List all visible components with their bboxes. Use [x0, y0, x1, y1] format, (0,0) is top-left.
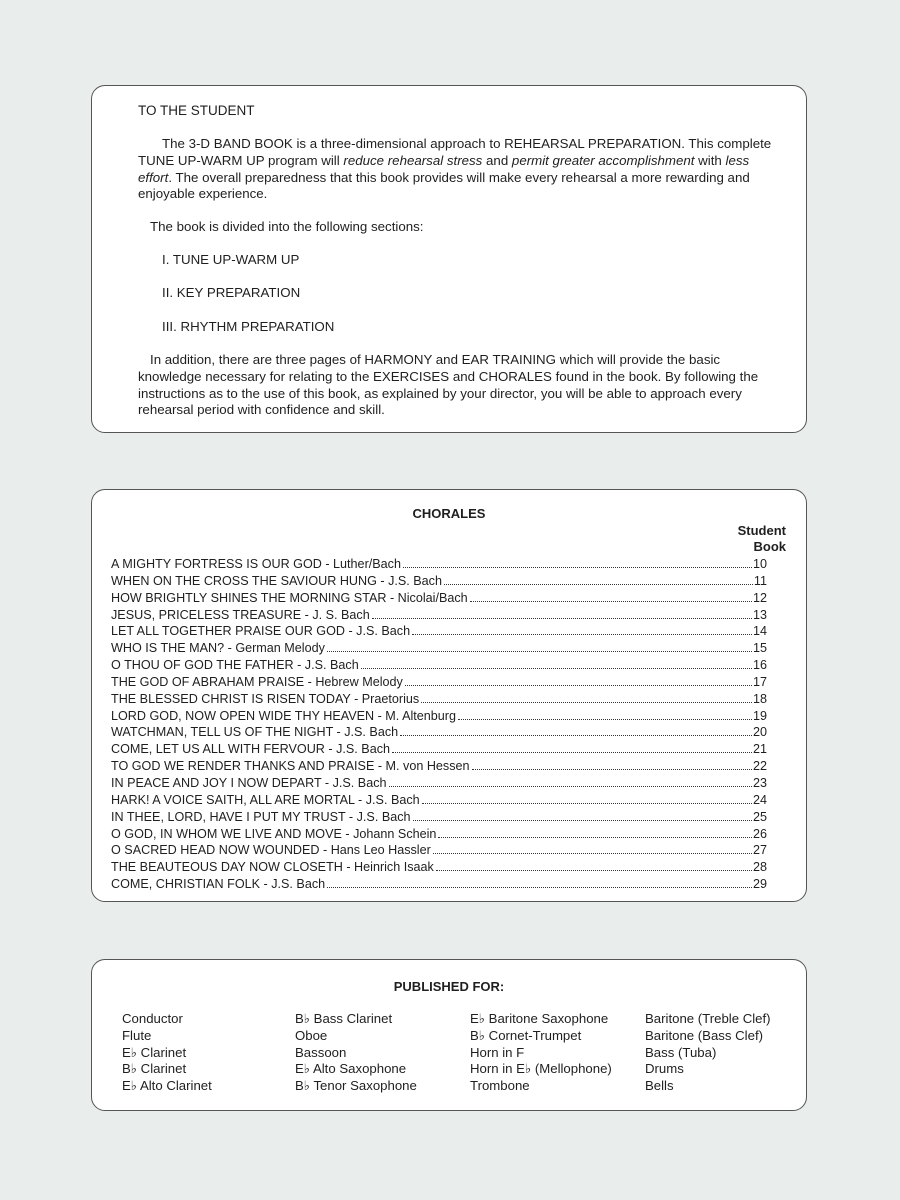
instrument-item: Conductor — [122, 1011, 183, 1026]
chorale-row — [111, 574, 767, 591]
dot-leader — [412, 634, 752, 635]
chorale-row — [111, 624, 767, 641]
chorale-page-number: 20 — [752, 725, 767, 740]
instrument-item: B♭ Clarinet — [122, 1061, 187, 1077]
instrument-item: E♭ Baritone Saxophone — [470, 1011, 609, 1026]
instrument-item: E♭ Alto Saxophone — [295, 1061, 407, 1077]
chorale-page-number: 21 — [752, 742, 767, 757]
intro-paragraph-1-run: with — [694, 152, 726, 168]
dot-leader — [433, 853, 752, 854]
chorale-page-number: 28 — [752, 860, 767, 875]
instrument-item: B♭ Bass Clarinet — [295, 1011, 393, 1026]
dot-leader — [444, 584, 753, 585]
chorale-page-number: 25 — [752, 809, 767, 824]
instrument-item: B♭ Tenor Saxophone — [295, 1078, 417, 1094]
chorale-list — [111, 557, 767, 894]
intro-paragraph-3 — [138, 352, 778, 419]
instrument-item: Trombone — [470, 1078, 530, 1094]
instrument-column — [122, 1011, 212, 1095]
chorale-title: WHO IS THE MAN? - German Melody — [111, 641, 325, 656]
chorale-row — [111, 810, 767, 827]
chorale-title: THE BEAUTEOUS DAY NOW CLOSETH - Heinrich Isaak — [111, 860, 434, 875]
intro-box — [91, 85, 807, 433]
instrument-item: Oboe — [295, 1027, 328, 1043]
student-book-header-line1: Student — [737, 523, 786, 538]
intro-paragraph-1-run: permit greater accomplishment — [511, 152, 695, 168]
instrument-item: Bass (Tuba) — [645, 1044, 717, 1060]
chorales-heading: CHORALES — [412, 506, 486, 521]
intro-paragraph-1-run: less effort — [138, 152, 750, 185]
section-item: III. RHYTHM PREPARATION — [162, 319, 335, 334]
chorale-row — [111, 759, 767, 776]
intro-paragraph-2: The book is divided into the following sections: — [150, 219, 424, 234]
chorale-row — [111, 692, 767, 709]
chorale-row — [111, 742, 767, 759]
chorale-page-number: 23 — [752, 775, 767, 790]
student-book-header-line2: Book — [753, 539, 786, 554]
chorale-title: O GOD, IN WHOM WE LIVE AND MOVE - Johann Schein — [111, 826, 437, 841]
chorale-row — [111, 877, 767, 894]
chorale-title: COME, LET US ALL WITH FERVOUR - J.S. Bach — [111, 742, 390, 757]
chorale-row — [111, 591, 767, 608]
chorale-row — [111, 776, 767, 793]
chorale-page-number: 24 — [752, 792, 767, 807]
chorale-row — [111, 608, 767, 625]
dot-leader — [458, 719, 752, 720]
chorale-row — [111, 557, 767, 574]
chorale-page-number: 27 — [752, 843, 767, 858]
dot-leader — [413, 820, 752, 821]
chorale-title: A MIGHTY FORTRESS IS OUR GOD - Luther/Bach — [111, 557, 401, 571]
chorale-title: THE BLESSED CHRIST IS RISEN TODAY - Praetorius — [111, 691, 420, 706]
chorale-row — [111, 675, 767, 692]
intro-paragraph-1-run: and — [482, 152, 512, 168]
chorale-page-number: 19 — [752, 708, 767, 723]
published-box — [91, 959, 807, 1111]
section-item: I. TUNE UP-WARM UP — [162, 252, 300, 267]
chorale-row — [111, 827, 767, 844]
dot-leader — [403, 567, 752, 568]
dot-leader — [327, 887, 752, 888]
chorale-title: COME, CHRISTIAN FOLK - J.S. Bach — [111, 877, 326, 892]
instrument-item: E♭ Clarinet — [122, 1044, 187, 1060]
instrument-item: Horn in E♭ (Mellophone) — [470, 1061, 612, 1077]
dot-leader — [392, 752, 752, 753]
instrument-item: Baritone (Bass Clef) — [645, 1027, 763, 1043]
chorale-title: JESUS, PRICELESS TREASURE - J. S. Bach — [111, 607, 370, 622]
chorale-row — [111, 860, 767, 877]
chorale-title: O SACRED HEAD NOW WOUNDED - Hans Leo Hassler — [111, 843, 431, 858]
chorale-page-number: 29 — [752, 877, 767, 892]
dot-leader — [438, 837, 752, 838]
chorale-title: WHEN ON THE CROSS THE SAVIOUR HUNG - J.S. Bach — [111, 573, 442, 588]
student-book-column-header — [738, 523, 786, 555]
instrument-column — [295, 1011, 417, 1095]
dot-leader — [436, 870, 752, 871]
chorale-row — [111, 793, 767, 810]
dot-leader — [422, 803, 752, 804]
intro-paragraph-1-run: The 3-D BAND BOOK is a three-dimensional approach to REHEARSAL PREPARATION. This complete TUNE UP-WARM UP program will — [138, 136, 772, 168]
instrument-item: Bells — [645, 1078, 674, 1094]
chorale-title: IN PEACE AND JOY I NOW DEPART - J.S. Bach — [111, 775, 387, 790]
chorale-row — [111, 658, 767, 675]
chorale-row — [111, 709, 767, 726]
dot-leader — [327, 651, 752, 652]
dot-leader — [400, 735, 752, 736]
chorale-page-number: 18 — [752, 691, 767, 706]
chorale-title: WATCHMAN, TELL US OF THE NIGHT - J.S. Bach — [111, 725, 399, 740]
chorale-page-number: 22 — [752, 759, 767, 774]
chorale-title: THE GOD OF ABRAHAM PRAISE - Hebrew Melody — [111, 674, 403, 689]
instrument-item: Baritone (Treble Clef) — [645, 1011, 771, 1026]
dot-leader — [421, 702, 752, 703]
instrument-item: E♭ Alto Clarinet — [122, 1078, 212, 1094]
chorale-page-number: 11 — [753, 573, 767, 588]
intro-paragraph-1-run: . The overall preparedness that this book provides will make every rehearsal a more rewarding and enjoyable experience. — [138, 169, 750, 202]
intro-paragraph-1 — [138, 136, 778, 203]
dot-leader — [361, 668, 752, 669]
chorales-box — [91, 489, 807, 902]
chorale-page-number: 12 — [752, 590, 767, 605]
chorale-page-number: 15 — [752, 641, 767, 656]
chorale-title: HARK! A VOICE SAITH, ALL ARE MORTAL - J.S. Bach — [111, 792, 420, 807]
chorale-title: IN THEE, LORD, HAVE I PUT MY TRUST - J.S. Bach — [111, 809, 411, 824]
dot-leader — [405, 685, 752, 686]
chorale-title: LET ALL TOGETHER PRAISE OUR GOD - J.S. Bach — [111, 624, 411, 639]
chorale-page-number: 26 — [752, 826, 767, 841]
instrument-item: B♭ Cornet-Trumpet — [470, 1027, 582, 1043]
chorale-title: TO GOD WE RENDER THANKS AND PRAISE - M. von Hessen — [111, 759, 470, 774]
dot-leader — [389, 786, 752, 787]
chorale-page-number: 13 — [752, 607, 767, 622]
instrument-column — [470, 1011, 612, 1095]
chorale-row — [111, 843, 767, 860]
instrument-item: Drums — [645, 1061, 684, 1077]
instrument-item: Bassoon — [295, 1044, 347, 1060]
chorale-title: HOW BRIGHTLY SHINES THE MORNING STAR - Nicolai/Bach — [111, 590, 468, 605]
instrument-column — [645, 1011, 771, 1095]
chorale-page-number: 10 — [752, 557, 767, 571]
published-heading: PUBLISHED FOR: — [393, 979, 505, 994]
chorale-row — [111, 725, 767, 742]
instrument-item: Flute — [122, 1027, 152, 1043]
dot-leader — [372, 618, 752, 619]
intro-paragraph-3-text: In addition, there are three pages of HARMONY and EAR TRAINING which will provide the basic knowledge necessary for relating to the EXERCISES and CHORALES found in the book. By following the instructions as to the use of this book, as explained by your director, you will be able to approach every rehearsal period with confidence and skill. — [138, 352, 759, 418]
intro-paragraph-1-run: reduce rehearsal stress — [343, 152, 483, 168]
chorale-page-number: 16 — [752, 658, 767, 673]
section-item: II. KEY PREPARATION — [162, 285, 301, 300]
chorale-title: O THOU OF GOD THE FATHER - J.S. Bach — [111, 658, 359, 673]
intro-title: TO THE STUDENT — [138, 103, 255, 118]
chorale-page-number: 17 — [752, 674, 767, 689]
dot-leader — [470, 601, 752, 602]
chorale-page-number: 14 — [752, 624, 767, 639]
instrument-item: Horn in F — [470, 1044, 525, 1060]
chorale-row — [111, 641, 767, 658]
dot-leader — [472, 769, 752, 770]
chorale-title: LORD GOD, NOW OPEN WIDE THY HEAVEN - M. Altenburg — [111, 708, 456, 723]
